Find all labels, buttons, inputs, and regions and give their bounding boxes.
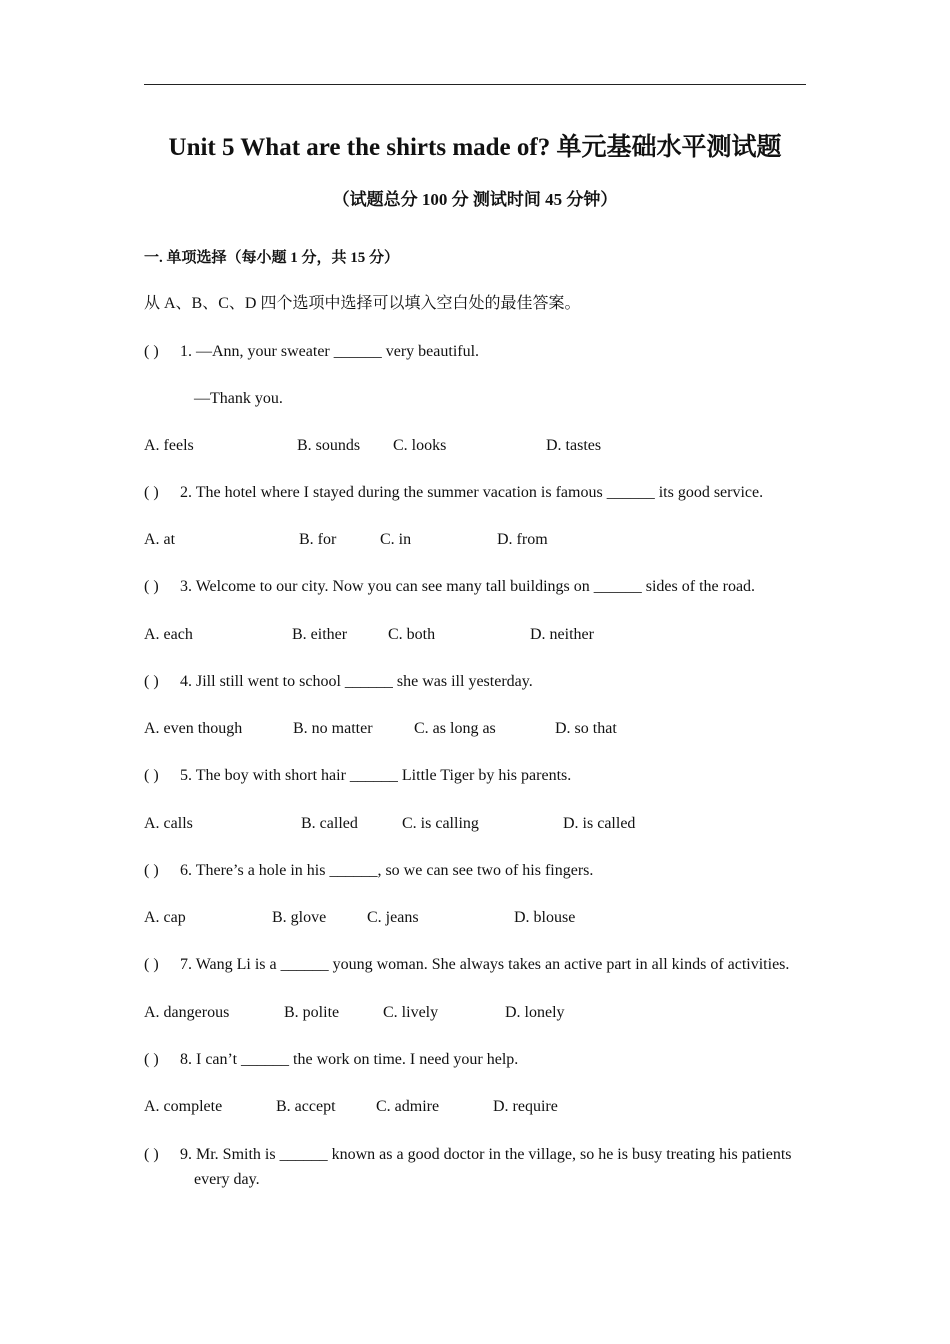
answer-blank: ( ) — [144, 1051, 159, 1068]
option-b: B. called — [301, 815, 358, 832]
question-1 — [144, 340, 479, 364]
answer-blank: ( ) — [144, 956, 159, 973]
option-c: C. both — [388, 626, 436, 643]
question-text: 2. The hotel where I stayed during the summer vacation is famous ______ its good service. — [180, 484, 764, 501]
question-1-options — [144, 434, 806, 458]
question-text: 6. There’s a hole in his ______, so we can see two of his fingers. — [180, 862, 594, 879]
question-4-options — [144, 717, 806, 741]
question-6 — [144, 859, 593, 883]
option-c: C. admire — [376, 1098, 440, 1115]
option-c: C. looks — [393, 437, 447, 454]
question-2 — [144, 481, 763, 505]
option-a: A. even though — [144, 720, 243, 737]
option-b: B. for — [299, 531, 337, 548]
option-c: C. is calling — [402, 815, 479, 832]
answer-blank: ( ) — [144, 578, 159, 595]
option-d: D. is called — [563, 815, 636, 832]
question-7 — [144, 953, 789, 977]
question-text: 3. Welcome to our city. Now you can see many tall buildings on ______ sides of the road. — [180, 578, 756, 595]
option-d: D. tastes — [546, 437, 602, 454]
option-d: D. blouse — [514, 909, 576, 926]
question-6-options — [144, 906, 806, 930]
question-8 — [144, 1048, 518, 1072]
option-a: A. at — [144, 531, 176, 548]
option-b: B. no matter — [293, 720, 373, 737]
option-a: A. dangerous — [144, 1004, 230, 1021]
option-d: D. from — [497, 531, 548, 548]
question-text: 1. —Ann, your sweater ______ very beautiful. — [180, 343, 480, 360]
document-title: Unit 5 What are the shirts made of? 单元基础水平测试题 — [168, 134, 782, 161]
answer-blank: ( ) — [144, 767, 159, 784]
question-5 — [144, 764, 571, 788]
option-a: A. complete — [144, 1098, 223, 1115]
question-2-options — [144, 528, 806, 552]
option-b: B. glove — [272, 909, 327, 926]
question-text: 4. Jill still went to school ______ she was ill yesterday. — [180, 673, 533, 690]
answer-blank: ( ) — [144, 862, 159, 879]
question-text: 5. The boy with short hair ______ Little Tiger by his parents. — [180, 767, 572, 784]
option-c: C. as long as — [414, 720, 496, 737]
option-a: A. calls — [144, 815, 193, 832]
answer-blank: ( ) — [144, 343, 159, 360]
answer-blank: ( ) — [144, 673, 159, 690]
option-c: C. in — [380, 531, 412, 548]
option-b: B. polite — [284, 1004, 340, 1021]
question-4 — [144, 670, 533, 694]
instruction-text: 从 A、B、C、D 四个选项中选择可以填入空白处的最佳答案。 — [144, 295, 581, 312]
question-text: 9. Mr. Smith is ______ known as a good doctor in the village, so he is busy treating his patients every day. — [180, 1146, 792, 1188]
question-7-options — [144, 1001, 806, 1025]
question-text: 8. I can’t ______ the work on time. I need your help. — [180, 1051, 519, 1068]
option-c: C. lively — [383, 1004, 439, 1021]
option-b: B. sounds — [297, 437, 361, 454]
question-5-options — [144, 812, 806, 836]
answer-blank: ( ) — [144, 1146, 159, 1163]
question-text: 7. Wang Li is a ______ young woman. She always takes an active part in all kinds of activities. — [180, 956, 790, 973]
answer-blank: ( ) — [144, 484, 159, 501]
option-d: D. require — [493, 1098, 558, 1115]
option-a: A. each — [144, 626, 193, 643]
option-d: D. so that — [555, 720, 617, 737]
question-8-options — [144, 1095, 806, 1119]
option-b: B. accept — [276, 1098, 336, 1115]
header-rule — [144, 84, 806, 85]
question-9 — [144, 1142, 810, 1192]
section-heading: 一. 单项选择（每小题 1 分，共 15 分） — [144, 250, 400, 266]
option-c: C. jeans — [367, 909, 419, 926]
document-subtitle: （试题总分 100 分 测试时间 45 分钟） — [332, 190, 618, 209]
option-d: D. lonely — [505, 1004, 565, 1021]
question-3-options — [144, 623, 806, 647]
option-d: D. neither — [530, 626, 594, 643]
question-1-reply: —Thank you. — [194, 390, 283, 407]
option-b: B. either — [292, 626, 348, 643]
option-a: A. cap — [144, 909, 186, 926]
question-3 — [144, 575, 755, 599]
option-a: A. feels — [144, 437, 194, 454]
